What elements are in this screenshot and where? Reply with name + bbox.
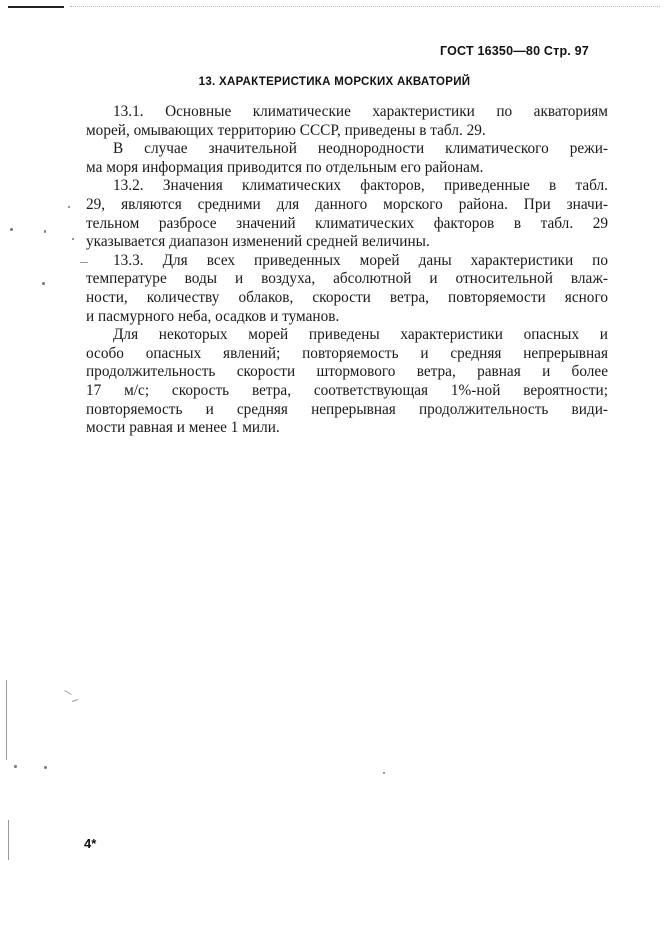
top-edge-rule	[8, 6, 64, 8]
text-line: и пасмурного неба, осадков и туманов.	[86, 307, 340, 325]
scan-speck	[44, 766, 47, 769]
paragraph-13-2	[86, 177, 608, 251]
scan-mark	[8, 820, 9, 860]
text-line: особо опасных явлений; повторяемость и средняя непрерывная	[86, 344, 608, 362]
text-line: морей, омывающих территорию СССР, приведены в табл. 29.	[86, 121, 486, 139]
top-edge-faint-rule	[70, 6, 660, 8]
text-line: продолжительность скорости штормового ветра, равная и более	[86, 363, 608, 381]
text-line: тельном разбросе значений климатических факторов в табл. 29	[86, 214, 608, 232]
text-line: мости равная и менее 1 мили.	[86, 419, 280, 437]
scan-mark	[64, 690, 71, 695]
scan-speck	[68, 206, 70, 208]
running-header: ГОСТ 16350—80 Стр. 97	[440, 44, 589, 58]
scan-mark	[72, 699, 78, 702]
text-line: 17 м/с; скорость ветра, соответствующая 1%-ной вероятности;	[86, 381, 608, 399]
scan-speck	[10, 228, 13, 231]
paragraph-13-1	[86, 103, 608, 140]
text-line: температуре воды и воздуха, абсолютной и относительной влаж-	[86, 270, 608, 288]
text-line: повторяемость и средняя непрерывная продолжительность види-	[86, 400, 608, 418]
text-line: 13.2. Значения климатических факторов, приведенные в табл.	[113, 177, 608, 195]
scan-mark	[80, 262, 88, 263]
text-line: 13.1. Основные климатические характеристики по акваториям	[113, 103, 608, 120]
scan-speck	[72, 238, 74, 240]
text-line: В случае значительной неоднородности климатического режи-	[113, 140, 608, 158]
paragraph-13-3	[86, 252, 608, 326]
scan-speck	[14, 765, 17, 768]
text-line: 29, являются средними для данного морского района. При значи-	[86, 195, 608, 213]
paragraph-13-1-note	[86, 140, 608, 177]
paragraph-hazards	[86, 326, 608, 438]
scan-mark	[6, 680, 7, 760]
scan-speck	[383, 772, 385, 774]
text-line: ма моря информация приводится по отдельным его районам.	[86, 158, 484, 176]
section-title: 13. ХАРАКТЕРИСТИКА МОРСКИХ АКВАТОРИЙ	[198, 76, 471, 88]
scan-speck	[42, 282, 45, 285]
text-line: Для некоторых морей приведены характеристики опасных и	[113, 326, 608, 344]
text-line: ности, количеству облаков, скорости ветра, повторяемости ясного	[86, 288, 608, 306]
text-line: 13.3. Для всех приведенных морей даны характеристики по	[113, 251, 608, 269]
signature-mark: 4*	[84, 836, 97, 851]
scan-speck	[44, 230, 46, 233]
body-text	[86, 103, 608, 438]
text-line: указывается диапазон изменений средней величины.	[86, 233, 430, 251]
